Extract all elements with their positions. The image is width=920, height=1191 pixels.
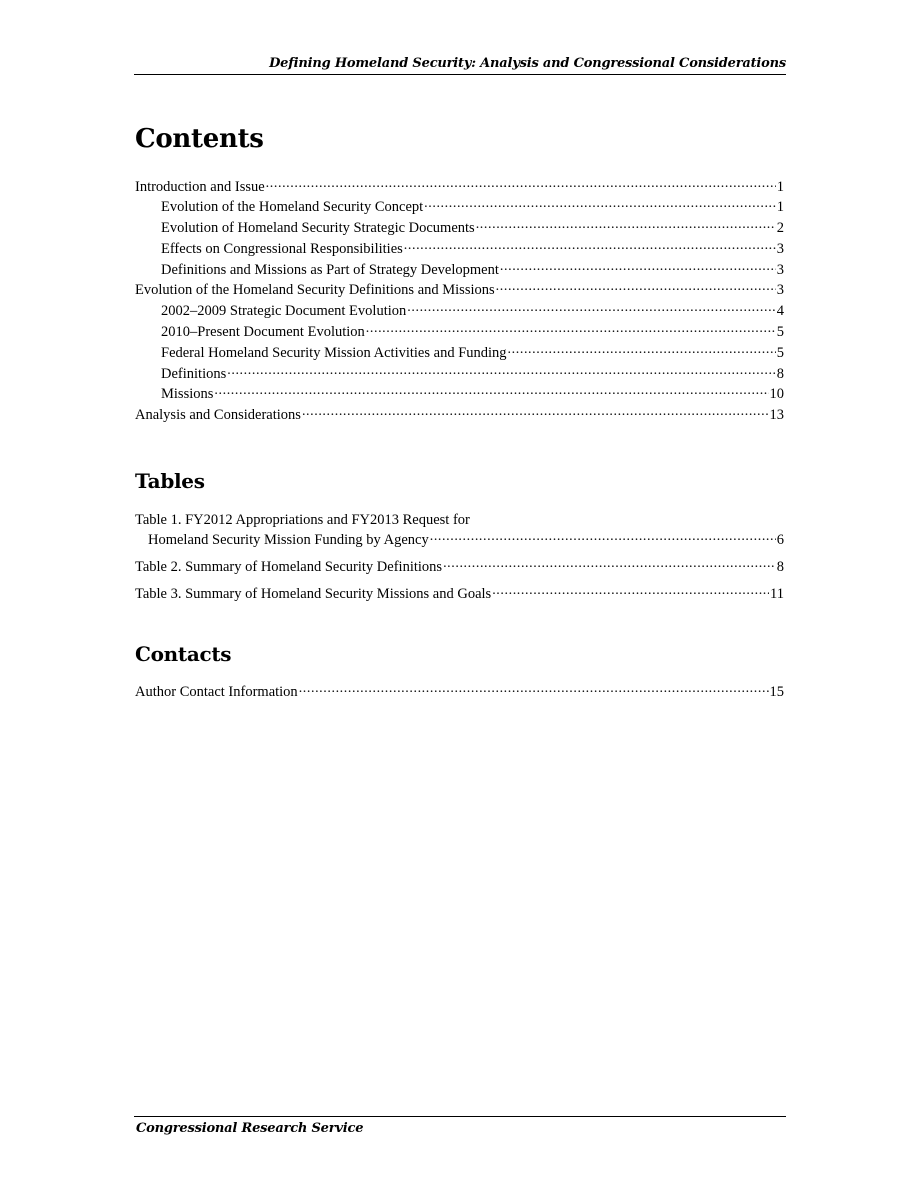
table-entry-page: 11 — [770, 585, 784, 602]
dot-leader — [508, 342, 776, 357]
table-entry-page: 8 — [776, 559, 784, 576]
toc-entry-label: 2002–2009 Strategic Document Evolution — [161, 303, 407, 320]
toc-entry[interactable] — [135, 301, 784, 322]
running-header: Defining Homeland Security: Analysis and Congressional Considerations — [269, 56, 786, 71]
toc-entry-page: 3 — [776, 240, 784, 257]
toc-entry-label: Definitions — [161, 365, 227, 382]
toc-entry[interactable] — [135, 363, 784, 384]
dot-leader — [302, 405, 769, 420]
dot-leader — [424, 197, 776, 212]
contacts-list — [135, 681, 784, 702]
toc-entry-label: Definitions and Missions as Part of Strategy Development — [161, 261, 499, 278]
footer-rule — [134, 1116, 786, 1117]
toc-entry-page: 1 — [776, 199, 784, 216]
table-entry-label: Table 3. Summary of Homeland Security Missions and Goals — [135, 585, 492, 602]
dot-leader — [443, 557, 776, 572]
toc-entry-page: 10 — [769, 386, 784, 403]
dot-leader — [496, 280, 776, 295]
toc-entry[interactable] — [135, 259, 784, 280]
toc-entry-page: 5 — [776, 344, 784, 361]
table-entry[interactable] — [135, 510, 784, 551]
toc-entry-page: 5 — [776, 324, 784, 341]
contents-heading: Contents — [135, 124, 264, 154]
table-entry-row — [135, 530, 784, 551]
toc-entry[interactable] — [135, 322, 784, 343]
toc-content — [135, 124, 784, 702]
toc-entry[interactable] — [135, 218, 784, 239]
contact-entry-label: Author Contact Information — [135, 683, 298, 700]
toc-entry-label: 2010–Present Document Evolution — [161, 324, 365, 341]
tables-list — [135, 510, 784, 605]
contact-entry[interactable] — [135, 681, 784, 702]
toc-entry[interactable] — [135, 280, 784, 301]
toc-entry[interactable] — [135, 238, 784, 259]
table-entry[interactable] — [135, 583, 784, 604]
toc-entry-page: 3 — [776, 282, 784, 299]
toc-entry[interactable] — [135, 342, 784, 363]
table-entry-label: Table 2. Summary of Homeland Security Definitions — [135, 559, 443, 576]
table-entry-row — [135, 557, 784, 578]
dot-leader — [492, 583, 769, 598]
toc-entry-page: 8 — [776, 365, 784, 382]
table-entry[interactable] — [135, 557, 784, 578]
toc-entry-page: 2 — [776, 220, 784, 237]
toc-entry[interactable] — [135, 197, 784, 218]
running-footer: Congressional Research Service — [136, 1121, 364, 1136]
dot-leader — [430, 530, 776, 545]
dot-leader — [476, 218, 776, 233]
toc-entry-label: Federal Homeland Security Mission Activities and Funding — [161, 344, 507, 361]
table-entry-page: 6 — [776, 532, 784, 549]
toc-entry-label: Effects on Congressional Responsibilities — [161, 240, 403, 257]
toc-entry-page: 4 — [776, 303, 784, 320]
tables-heading: Tables — [135, 468, 205, 493]
contents-list — [135, 176, 784, 426]
toc-entry-label: Missions — [161, 386, 214, 403]
contact-entry-page: 15 — [769, 683, 784, 700]
header-rule — [134, 74, 786, 75]
contacts-heading: Contacts — [135, 642, 232, 667]
dot-leader — [227, 363, 776, 378]
toc-entry[interactable] — [135, 384, 784, 405]
toc-entry-label: Evolution of Homeland Security Strategic Documents — [161, 220, 475, 237]
dot-leader — [500, 259, 776, 274]
toc-entry-label: Evolution of the Homeland Security Concept — [161, 199, 424, 216]
dot-leader — [404, 238, 776, 253]
toc-entry-page: 1 — [776, 178, 784, 195]
toc-entry-page: 13 — [769, 407, 784, 424]
table-entry-label-line1: Table 1. FY2012 Appropriations and FY2013 Request for — [135, 511, 470, 528]
toc-entry[interactable] — [135, 176, 784, 197]
toc-entry-label: Introduction and Issue — [135, 178, 265, 195]
toc-entry-label: Analysis and Considerations — [135, 407, 301, 424]
table-entry-row — [135, 583, 784, 604]
table-entry-label: Homeland Security Mission Funding by Agency — [148, 532, 429, 549]
dot-leader — [407, 301, 775, 316]
toc-entry-page: 3 — [776, 261, 784, 278]
dot-leader — [214, 384, 768, 399]
dot-leader — [366, 322, 776, 337]
toc-entry-label: Evolution of the Homeland Security Definitions and Missions — [135, 282, 495, 299]
toc-entry[interactable] — [135, 405, 784, 426]
dot-leader — [266, 176, 776, 191]
dot-leader — [299, 681, 769, 696]
